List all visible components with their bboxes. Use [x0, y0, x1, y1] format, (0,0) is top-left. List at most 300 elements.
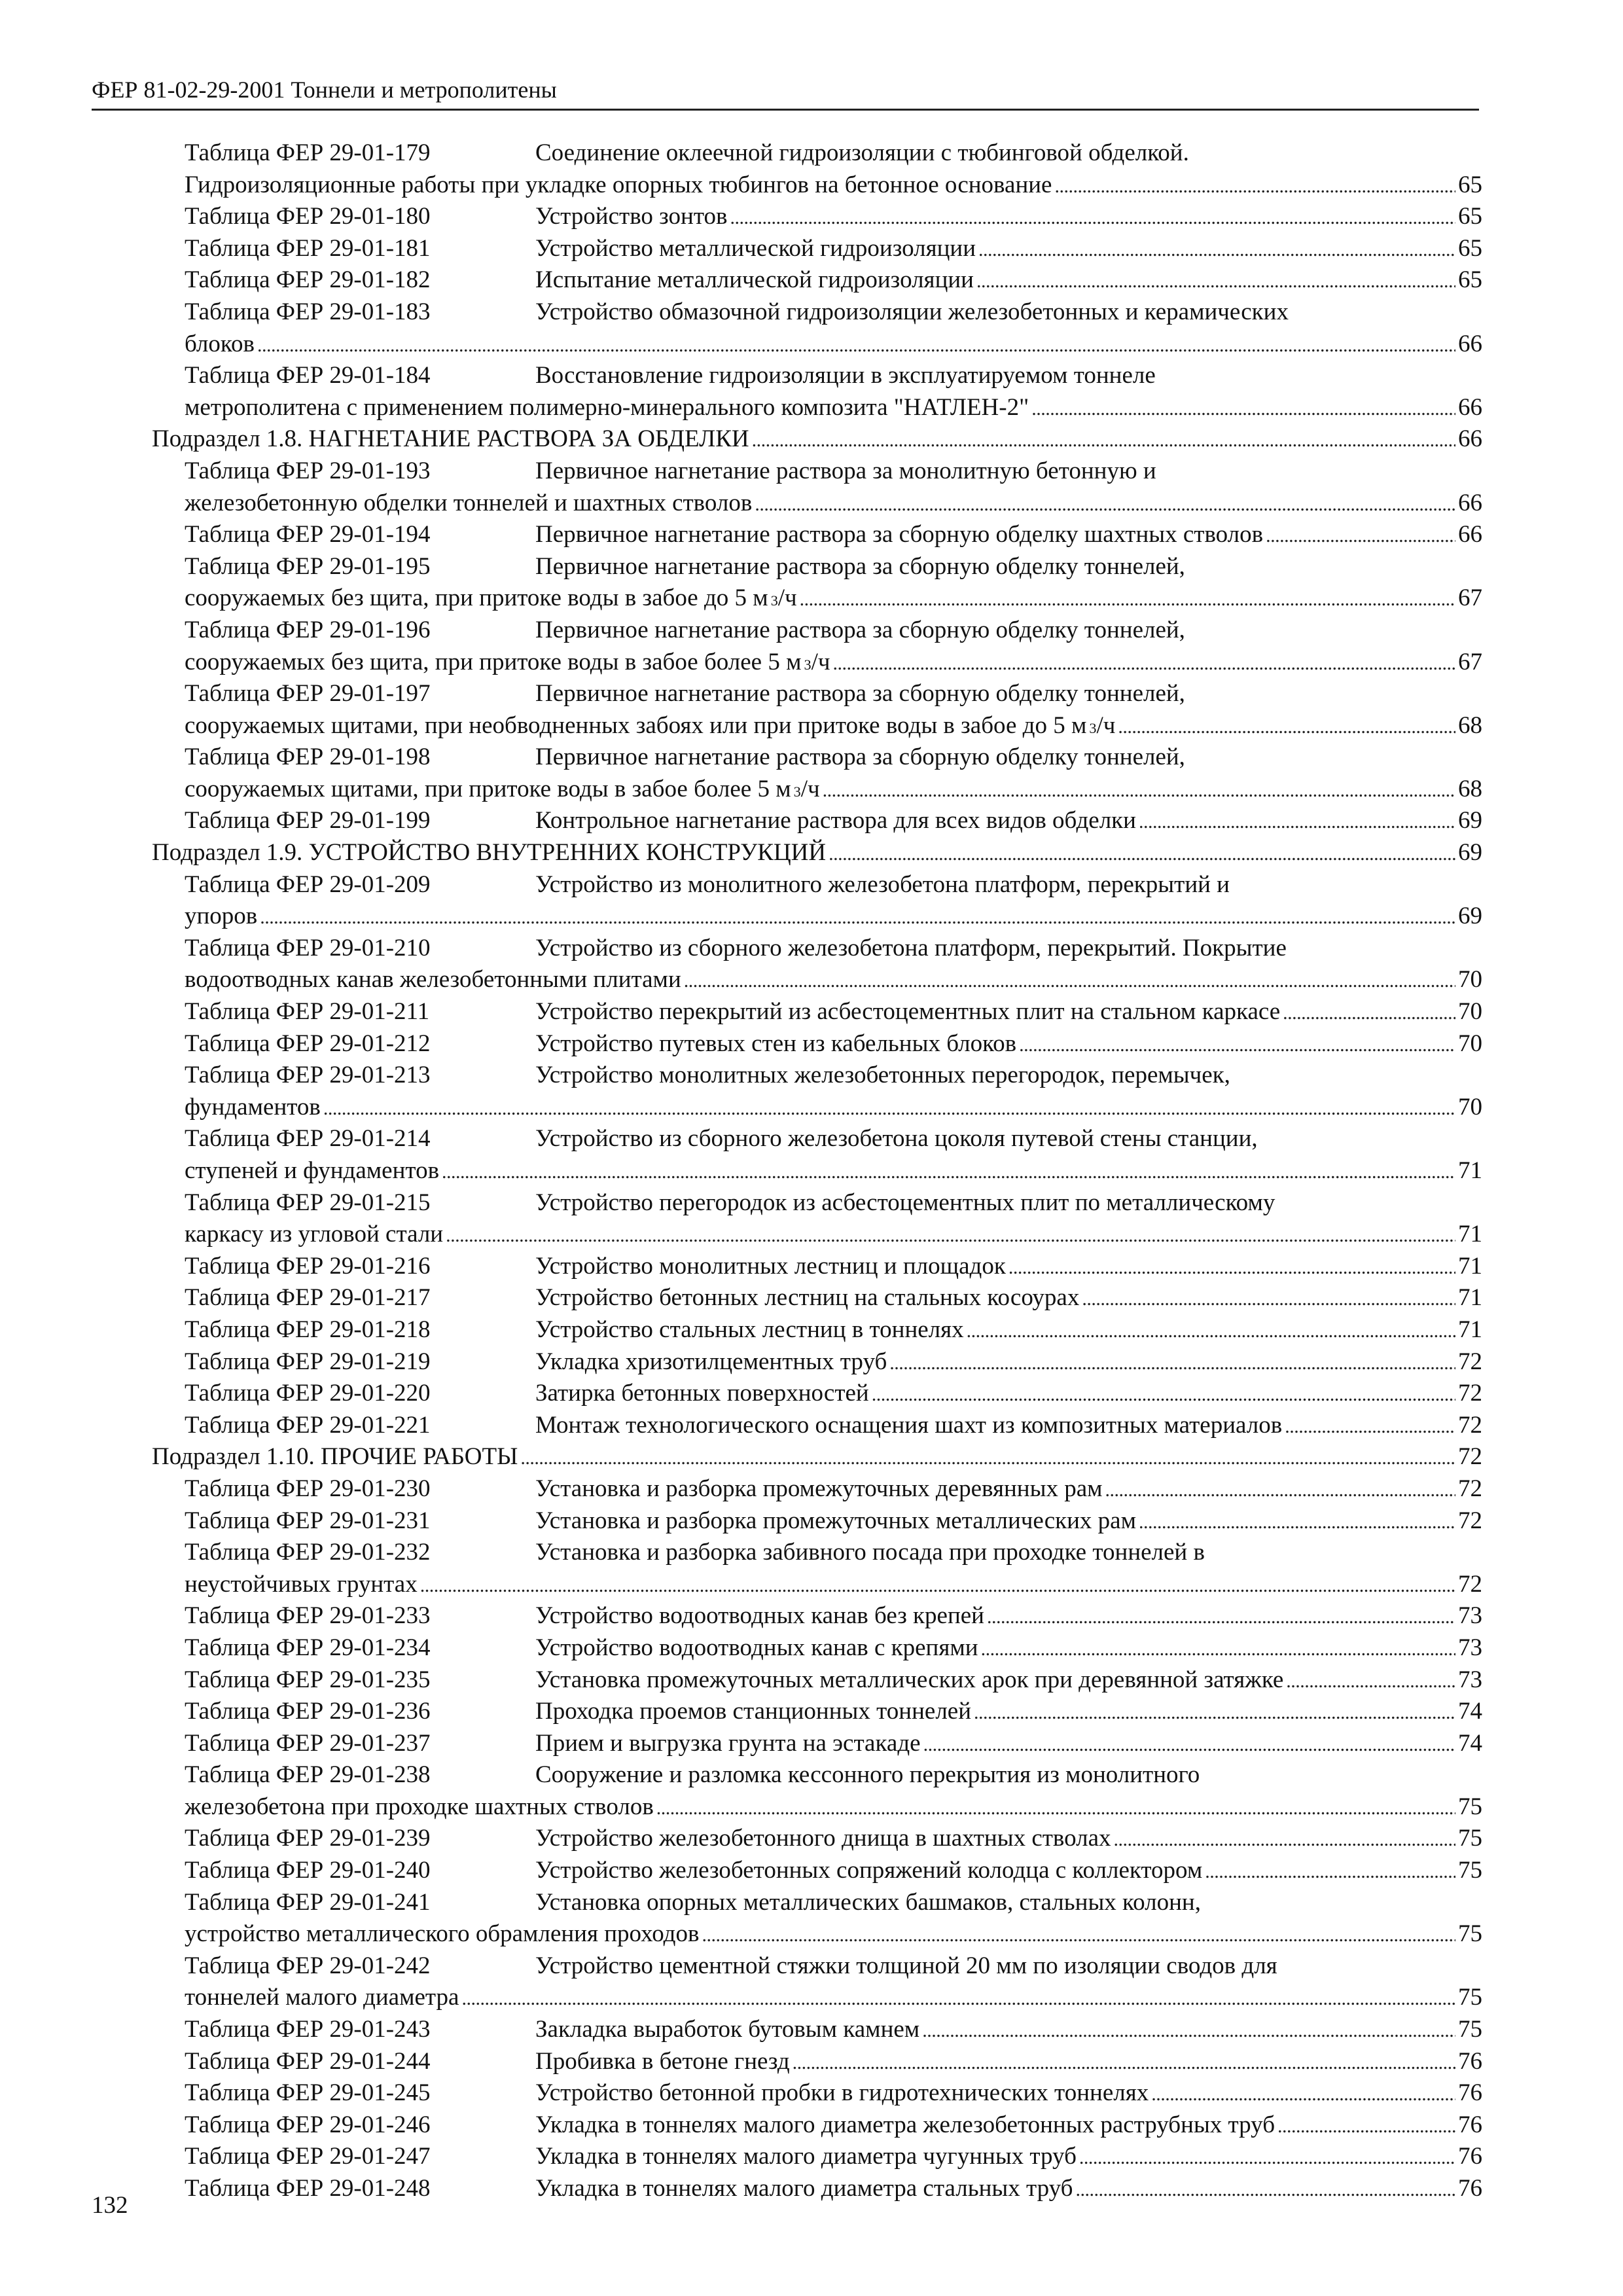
toc-table-row — [0, 360, 1623, 392]
toc-page-number: 67 — [1458, 584, 1482, 612]
toc-leader-line — [152, 1441, 1482, 1475]
toc-table-code: Таблица ФЕР 29-01-221 — [185, 1411, 431, 1439]
toc-leader-line: сооружаемых без щита, при притоке воды в забое более 5 м 3 /ч . . . 67 — [185, 647, 1482, 680]
toc-table-code: Таблица ФЕР 29-01-248 — [185, 2175, 431, 2202]
toc-continuation-row — [0, 1092, 1623, 1124]
toc-page-number: 65 — [1458, 266, 1482, 294]
toc-page-number: 66 — [1458, 521, 1482, 548]
toc-table-row — [0, 296, 1623, 329]
toc-table-row — [0, 551, 1623, 583]
toc-entry-text: устройство металлического обрамления проходов — [185, 1920, 700, 1948]
toc-table-row — [0, 1505, 1623, 1537]
toc-table-code: Таблица ФЕР 29-01-238 — [185, 1761, 431, 1789]
toc-table-row — [0, 1855, 1623, 1887]
toc-table-code: Таблица ФЕР 29-01-196 — [185, 616, 431, 643]
toc-table-row — [0, 1887, 1623, 1919]
toc-continuation-row — [0, 1918, 1623, 1950]
toc-entry-title: Соединение оклеечной гидроизоляции с тюбинговой обделкой. — [535, 139, 1189, 166]
toc-leader-line — [185, 1982, 1482, 2015]
toc-page-number: 75 — [1458, 2016, 1482, 2043]
toc-entry-text: Подраздел 1.8. НАГНЕТАНИЕ РАСТВОРА ЗА ОБДЕЛКИ — [152, 425, 749, 453]
page-number: 132 — [92, 2192, 128, 2219]
toc-dot-leader — [1285, 1410, 1455, 1443]
toc-entry-text: Устройство стальных лестниц в тоннелях — [535, 1316, 964, 1343]
toc-page-number: 73 — [1458, 1634, 1482, 1661]
toc-entry-text: сооружаемых без щита, при притоке воды в забое более 5 м — [185, 648, 802, 675]
toc-dot-leader — [1114, 1823, 1455, 1856]
toc-dot-leader — [323, 1092, 1455, 1125]
toc-continuation-row — [0, 1791, 1623, 1823]
toc-dot-leader — [923, 1728, 1455, 1761]
toc-leader-line — [535, 233, 1482, 266]
toc-leader-line — [185, 488, 1482, 521]
toc-entry-title: Первичное нагнетание раствора за сборную обделку тоннелей, — [535, 552, 1185, 580]
toc-page-number: 70 — [1458, 1030, 1482, 1057]
toc-dot-leader — [976, 264, 1455, 298]
toc-table-code: Таблица ФЕР 29-01-246 — [185, 2111, 431, 2138]
toc-dot-leader — [974, 1696, 1455, 1729]
toc-entry-title: Устройство цементной стяжки толщиной 20 мм по изоляции сводов для — [535, 1952, 1277, 1979]
toc-table-row — [0, 1473, 1623, 1505]
toc-leader-line — [535, 1728, 1482, 1761]
toc-entry-text: сооружаемых щитами, при необводненных забоях или при притоке воды в забое до 5 м — [185, 711, 1087, 739]
toc-page-number: 65 — [1458, 234, 1482, 262]
toc-dot-leader — [833, 647, 1456, 680]
toc-continuation-row — [0, 901, 1623, 933]
toc-page-number: 68 — [1458, 711, 1482, 739]
toc-entry-title: Восстановление гидроизоляции в эксплуатируемом тоннеле — [535, 362, 1156, 389]
toc-page-number: 71 — [1458, 1284, 1482, 1312]
toc-page-number: 76 — [1458, 2047, 1482, 2075]
toc-table-code: Таблица ФЕР 29-01-180 — [185, 203, 431, 230]
toc-entry-title: Первичное нагнетание раствора за сборную обделку тоннелей, — [535, 680, 1185, 708]
toc-continuation-row — [0, 170, 1623, 202]
toc-leader-line — [535, 1028, 1482, 1062]
toc-leader-line — [535, 1600, 1482, 1634]
toc-leader-line — [535, 1314, 1482, 1348]
toc-entry-text: упоров — [185, 903, 258, 930]
toc-leader-line — [185, 1155, 1482, 1189]
toc-entry-title: Первичное нагнетание раствора за сборную обделку тоннелей, — [535, 616, 1185, 643]
toc-table-code: Таблица ФЕР 29-01-219 — [185, 1348, 431, 1375]
toc-table-code: Таблица ФЕР 29-01-210 — [185, 934, 431, 961]
toc-dot-leader — [967, 1314, 1455, 1348]
toc-table-row — [0, 1600, 1623, 1632]
toc-leader-line — [185, 392, 1482, 425]
toc-entry-title: Устройство перегородок из асбестоцементных плит по металлическому — [535, 1189, 1275, 1216]
toc-dot-leader — [420, 1569, 1455, 1602]
toc-table-row — [0, 1759, 1623, 1791]
toc-continuation-row — [0, 710, 1623, 742]
toc-entry-text: Устройство бетонных лестниц на стальных косоурах — [535, 1284, 1080, 1312]
toc-dot-leader — [1075, 2173, 1455, 2206]
toc-table-row — [0, 233, 1623, 265]
toc-entry-text: Устройство бетонной пробки в гидротехнических тоннелях — [535, 2079, 1149, 2107]
toc-entry-title: Первичное нагнетание раствора за монолитную бетонную и — [535, 457, 1156, 484]
toc-entry-text: Укладка в тоннелях малого диаметра железобетонных раструбных труб — [535, 2111, 1275, 2138]
toc-table-row — [0, 1537, 1623, 1569]
toc-table-code: Таблица ФЕР 29-01-239 — [185, 1825, 431, 1852]
toc-table-code: Таблица ФЕР 29-01-218 — [185, 1316, 431, 1343]
toc-dot-leader — [1139, 1505, 1455, 1539]
toc-leader-line: сооружаемых щитами, при притоке воды в забое более 5 м 3 /ч . . . 68 — [185, 774, 1482, 807]
toc-dot-leader — [981, 1632, 1455, 1666]
toc-dot-leader — [922, 2014, 1455, 2047]
toc-leader-line — [535, 519, 1482, 552]
toc-leader-line — [535, 996, 1482, 1030]
toc-dot-leader — [656, 1791, 1455, 1825]
toc-table-row — [0, 2046, 1623, 2078]
toc-leader-line — [185, 1569, 1482, 1602]
toc-table-row — [0, 1728, 1623, 1760]
toc-dot-leader — [1118, 710, 1455, 744]
toc-page-number: 72 — [1458, 1380, 1482, 1407]
toc-dot-leader — [987, 1600, 1455, 1634]
toc-section-row — [0, 1441, 1623, 1473]
toc-table-row — [0, 1251, 1623, 1283]
toc-entry-text: Укладка в тоннелях малого диаметра чугунных труб — [535, 2143, 1077, 2170]
toc-leader-line — [535, 1473, 1482, 1507]
toc-table-code: Таблица ФЕР 29-01-216 — [185, 1252, 431, 1280]
toc-continuation-row — [0, 774, 1623, 806]
toc-page-number: 67 — [1458, 648, 1482, 675]
toc-leader-line — [535, 2046, 1482, 2079]
toc-table-code: Таблица ФЕР 29-01-193 — [185, 457, 431, 484]
toc-table-row — [0, 1696, 1623, 1728]
toc-table-row — [0, 137, 1623, 170]
toc-leader-line — [535, 1378, 1482, 1411]
toc-page-number: 72 — [1458, 1411, 1482, 1439]
toc-entry-text: Укладка в тоннелях малого диаметра стальных труб — [535, 2175, 1073, 2202]
toc-table-code: Таблица ФЕР 29-01-197 — [185, 680, 431, 708]
toc-continuation-row — [0, 488, 1623, 520]
toc-table-row — [0, 1346, 1623, 1378]
toc-leader-line — [535, 1282, 1482, 1316]
toc-entry-text: сооружаемых без щита, при притоке воды в забое до 5 м — [185, 584, 768, 612]
toc-table-code: Таблица ФЕР 29-01-198 — [185, 744, 431, 771]
toc-dot-leader — [755, 488, 1455, 521]
toc-table-code: Таблица ФЕР 29-01-183 — [185, 298, 431, 325]
toc-dot-leader — [752, 423, 1455, 457]
toc-dot-leader — [978, 233, 1455, 266]
toc-entry-text: Устройство зонтов — [535, 203, 728, 230]
toc-dot-leader — [1286, 1664, 1455, 1698]
toc-leader-line — [185, 329, 1482, 362]
toc-entry-text: Устройство монолитных лестниц и площадок — [535, 1252, 1006, 1280]
toc-continuation-row — [0, 583, 1623, 615]
toc-entry-text: Подраздел 1.10. ПРОЧИЕ РАБОТЫ — [152, 1443, 518, 1471]
toc-page-number: 69 — [1458, 807, 1482, 834]
toc-table-code: Таблица ФЕР 29-01-220 — [185, 1380, 431, 1407]
toc-entry-text: метрополитена с применением полимерно-минерального композита "НАТЛЕН-2" — [185, 393, 1029, 421]
toc-entry-text: Устройство водоотводных канав без крепей — [535, 1602, 984, 1630]
toc-entry-text: ступеней и фундаментов — [185, 1157, 440, 1184]
toc-table-code: Таблица ФЕР 29-01-214 — [185, 1125, 431, 1153]
toc-table-row — [0, 201, 1623, 233]
toc-entry-text: Гидроизоляционные работы при укладке опорных тюбингов на бетонное основание — [185, 171, 1052, 198]
toc-table-row — [0, 678, 1623, 710]
toc-page-number: 70 — [1458, 998, 1482, 1026]
toc-table-row — [0, 264, 1623, 296]
toc-leader-line — [535, 1664, 1482, 1698]
toc-table-row — [0, 615, 1623, 647]
toc-page-number: 65 — [1458, 171, 1482, 198]
toc-page-number: 71 — [1458, 1157, 1482, 1184]
toc-page-number: 76 — [1458, 2175, 1482, 2202]
toc-dot-leader — [446, 1219, 1455, 1252]
toc-entry-text: Установка промежуточных металлических арок при деревянной затяжке — [535, 1666, 1284, 1693]
toc-dot-leader — [1151, 2077, 1455, 2111]
toc-table-code: Таблица ФЕР 29-01-242 — [185, 1952, 431, 1979]
toc-entry-title: Устройство монолитных железобетонных перегородок, перемычек, — [535, 1062, 1230, 1089]
toc-table-row — [0, 1823, 1623, 1855]
toc-table-code: Таблица ФЕР 29-01-181 — [185, 234, 431, 262]
toc-table-code: Таблица ФЕР 29-01-236 — [185, 1698, 431, 1725]
toc-table-code: Таблица ФЕР 29-01-237 — [185, 1729, 431, 1757]
toc-dot-leader — [520, 1441, 1455, 1475]
toc-page-number: 68 — [1458, 775, 1482, 802]
toc-page-number: 76 — [1458, 2079, 1482, 2107]
toc-leader-line — [535, 2077, 1482, 2111]
toc-leader-line — [535, 2141, 1482, 2174]
toc-dot-leader — [1283, 996, 1455, 1030]
toc-entry-text: Прием и выгрузка грунта на эстакаде — [535, 1729, 921, 1757]
toc-dot-leader — [1031, 392, 1455, 425]
toc-leader-line: сооружаемых без щита, при притоке воды в забое до 5 м 3 /ч . . . 67 — [185, 583, 1482, 616]
toc-entry-text: Установка и разборка промежуточных деревянных рам — [535, 1475, 1103, 1502]
toc-table-row — [0, 869, 1623, 901]
toc-dot-leader — [730, 201, 1455, 234]
toc-table-code: Таблица ФЕР 29-01-212 — [185, 1030, 431, 1057]
toc-entry-text: каркасу из угловой стали — [185, 1221, 444, 1248]
toc-entry-text: Устройство железобетонных сопряжений колодца с коллектором — [535, 1857, 1203, 1884]
toc-page-number: 75 — [1458, 1793, 1482, 1820]
toc-table-code: Таблица ФЕР 29-01-217 — [185, 1284, 431, 1312]
toc-continuation-row — [0, 1569, 1623, 1601]
toc-entry-text: Затирка бетонных поверхностей — [535, 1380, 869, 1407]
toc-page-number: 74 — [1458, 1698, 1482, 1725]
toc-page-number: 72 — [1458, 1475, 1482, 1502]
toc-continuation-row — [0, 1219, 1623, 1251]
toc-table-code: Таблица ФЕР 29-01-211 — [185, 998, 430, 1026]
toc-table-row — [0, 1664, 1623, 1696]
toc-dot-leader — [260, 901, 1455, 934]
toc-table-row — [0, 1028, 1623, 1060]
toc-table-code: Таблица ФЕР 29-01-182 — [185, 266, 431, 294]
toc-page-number: 70 — [1458, 966, 1482, 994]
toc-table-code: Таблица ФЕР 29-01-195 — [185, 552, 431, 580]
toc-entry-text-suffix: /ч — [800, 775, 820, 802]
toc-table-code: Таблица ФЕР 29-01-245 — [185, 2079, 431, 2107]
toc-table-row — [0, 1123, 1623, 1155]
toc-page-number: 72 — [1458, 1443, 1482, 1471]
toc-entry-text: блоков — [185, 330, 255, 357]
toc-table-code: Таблица ФЕР 29-01-230 — [185, 1475, 431, 1502]
toc-leader-line — [535, 805, 1482, 838]
table-of-contents — [0, 137, 1623, 2205]
toc-leader-line — [535, 2014, 1482, 2047]
toc-table-row — [0, 2014, 1623, 2046]
toc-page-number: 75 — [1458, 1825, 1482, 1852]
toc-leader-line — [185, 170, 1482, 203]
toc-continuation-row — [0, 964, 1623, 996]
toc-entry-title: Первичное нагнетание раствора за сборную обделку тоннелей, — [535, 744, 1185, 771]
toc-table-row — [0, 2173, 1623, 2205]
toc-table-code: Таблица ФЕР 29-01-194 — [185, 521, 431, 548]
toc-entry-text: Первичное нагнетание раствора за сборную обделку шахтных стволов — [535, 521, 1264, 548]
toc-dot-leader — [793, 2046, 1455, 2079]
toc-continuation-row — [0, 1155, 1623, 1187]
toc-table-code: Таблица ФЕР 29-01-213 — [185, 1062, 431, 1089]
toc-dot-leader — [1205, 1855, 1455, 1888]
toc-entry-text: Устройство металлической гидроизоляции — [535, 234, 976, 262]
toc-table-row — [0, 742, 1623, 774]
toc-page-number: 66 — [1458, 489, 1482, 516]
toc-leader-line — [535, 2173, 1482, 2206]
toc-table-row — [0, 2109, 1623, 2142]
toc-leader-line — [535, 201, 1482, 234]
toc-table-code: Таблица ФЕР 29-01-233 — [185, 1602, 431, 1630]
toc-leader-line — [535, 1823, 1482, 1856]
toc-dot-leader — [889, 1346, 1455, 1380]
toc-entry-text: тоннелей малого диаметра — [185, 1984, 459, 2011]
toc-dot-leader — [1079, 2141, 1455, 2174]
toc-leader-line — [152, 837, 1482, 870]
toc-entry-text: Укладка хризотилцементных труб — [535, 1348, 887, 1375]
toc-dot-leader — [1082, 1282, 1455, 1316]
toc-page-number: 66 — [1458, 393, 1482, 421]
toc-entry-text: Закладка выработок бутовым камнем — [535, 2016, 920, 2043]
toc-page-number: 72 — [1458, 1570, 1482, 1598]
toc-entry-text: железобетона при проходке шахтных стволов — [185, 1793, 654, 1820]
toc-leader-line — [185, 964, 1482, 997]
toc-table-row — [0, 519, 1623, 551]
toc-entry-text-suffix: /ч — [811, 648, 830, 675]
toc-dot-leader — [1277, 2109, 1455, 2143]
toc-entry-text: фундаментов — [185, 1093, 321, 1121]
toc-leader-line — [152, 423, 1482, 457]
toc-leader-line — [185, 1918, 1482, 1952]
toc-page-number: 73 — [1458, 1666, 1482, 1693]
toc-table-row — [0, 2141, 1623, 2173]
toc-continuation-row — [0, 329, 1623, 361]
toc-continuation-row — [0, 392, 1623, 424]
toc-dot-leader — [872, 1378, 1455, 1411]
toc-dot-leader — [442, 1155, 1455, 1189]
toc-entry-text: Устройство путевых стен из кабельных блоков — [535, 1030, 1017, 1057]
toc-page-number: 71 — [1458, 1221, 1482, 1248]
toc-dot-leader — [1019, 1028, 1455, 1062]
toc-page-number: 76 — [1458, 2143, 1482, 2170]
toc-table-code: Таблица ФЕР 29-01-240 — [185, 1857, 431, 1884]
toc-dot-leader — [1008, 1251, 1455, 1284]
toc-section-row — [0, 423, 1623, 456]
toc-entry-title: Устройство из сборного железобетона цоколя путевой стены станции, — [535, 1125, 1258, 1153]
toc-leader-line — [535, 1696, 1482, 1729]
toc-table-row — [0, 1187, 1623, 1219]
toc-table-row — [0, 1060, 1623, 1092]
toc-entry-text: Устройство перекрытий из асбестоцементных плит на стальном каркасе — [535, 998, 1281, 1026]
toc-entry-text: сооружаемых щитами, при притоке воды в забое более 5 м — [185, 775, 791, 802]
running-header: ФЕР 81-02-29-2001 Тоннели и метрополитены — [92, 73, 1479, 111]
toc-page-number: 65 — [1458, 203, 1482, 230]
toc-table-row — [0, 933, 1623, 965]
toc-table-code: Таблица ФЕР 29-01-232 — [185, 1539, 431, 1566]
toc-dot-leader — [702, 1918, 1455, 1952]
toc-leader-line — [185, 1791, 1482, 1825]
toc-entry-title: Сооружение и разломка кессонного перекрытия из монолитного — [535, 1761, 1200, 1789]
toc-leader-line — [535, 1346, 1482, 1380]
toc-table-row — [0, 1410, 1623, 1442]
toc-table-code: Таблица ФЕР 29-01-184 — [185, 362, 431, 389]
toc-dot-leader — [800, 583, 1455, 616]
toc-leader-line — [535, 264, 1482, 298]
toc-entry-text: Монтаж технологического оснащения шахт из композитных материалов — [535, 1411, 1283, 1439]
toc-dot-leader — [1054, 170, 1455, 203]
toc-continuation-row — [0, 1982, 1623, 2014]
toc-leader-line — [535, 1251, 1482, 1284]
toc-table-code: Таблица ФЕР 29-01-241 — [185, 1888, 431, 1916]
toc-section-row — [0, 837, 1623, 869]
toc-table-row — [0, 456, 1623, 488]
toc-entry-text-suffix: /ч — [777, 584, 797, 612]
toc-leader-line — [535, 1632, 1482, 1666]
toc-table-code: Таблица ФЕР 29-01-235 — [185, 1666, 431, 1693]
toc-page-number: 69 — [1458, 839, 1482, 867]
toc-table-row — [0, 2077, 1623, 2109]
toc-entry-title: Установка опорных металлических башмаков, стальных колонн, — [535, 1888, 1201, 1916]
toc-entry-text: Проходка проемов станционных тоннелей — [535, 1698, 972, 1725]
toc-page-number: 66 — [1458, 425, 1482, 453]
toc-entry-title: Устройство обмазочной гидроизоляции железобетонных и керамических — [535, 298, 1289, 325]
toc-table-code: Таблица ФЕР 29-01-209 — [185, 870, 431, 898]
toc-dot-leader — [823, 774, 1455, 807]
toc-table-row — [0, 1282, 1623, 1314]
toc-entry-text-suffix: /ч — [1096, 711, 1116, 739]
toc-leader-line — [185, 901, 1482, 934]
toc-dot-leader — [1139, 805, 1455, 838]
toc-page-number: 75 — [1458, 1857, 1482, 1884]
toc-entry-text: Устройство водоотводных канав с крепями — [535, 1634, 978, 1661]
toc-table-code: Таблица ФЕР 29-01-215 — [185, 1189, 431, 1216]
toc-page-number: 72 — [1458, 1348, 1482, 1375]
toc-table-code: Таблица ФЕР 29-01-199 — [185, 807, 431, 834]
toc-dot-leader — [461, 1982, 1455, 2015]
toc-table-code: Таблица ФЕР 29-01-243 — [185, 2016, 431, 2043]
toc-leader-line — [535, 1505, 1482, 1539]
toc-leader-line — [535, 2109, 1482, 2143]
toc-table-row — [0, 805, 1623, 837]
toc-table-row — [0, 996, 1623, 1028]
toc-entry-text: Подраздел 1.9. УСТРОЙСТВО ВНУТРЕННИХ КОНСТРУКЦИЙ — [152, 839, 827, 867]
toc-page-number: 70 — [1458, 1093, 1482, 1121]
toc-leader-line — [535, 1855, 1482, 1888]
toc-leader-line: сооружаемых щитами, при необводненных забоях или при притоке воды в забое до 5 м 3 /ч . . . 68 — [185, 710, 1482, 744]
toc-table-row — [0, 1314, 1623, 1346]
toc-entry-text: водоотводных канав железобетонными плитами — [185, 966, 681, 994]
toc-table-code: Таблица ФЕР 29-01-179 — [185, 139, 431, 166]
toc-table-code: Таблица ФЕР 29-01-244 — [185, 2047, 431, 2075]
toc-entry-text: железобетонную обделки тоннелей и шахтных стволов — [185, 489, 753, 516]
toc-entry-text: Испытание металлической гидроизоляции — [535, 266, 974, 294]
toc-table-code: Таблица ФЕР 29-01-247 — [185, 2143, 431, 2170]
toc-table-code: Таблица ФЕР 29-01-234 — [185, 1634, 431, 1661]
toc-dot-leader — [1105, 1473, 1455, 1507]
toc-entry-text: Контрольное нагнетание раствора для всех видов обделки — [535, 807, 1136, 834]
toc-leader-line — [185, 1219, 1482, 1252]
toc-entry-title: Устройство из монолитного железобетона платформ, перекрытий и — [535, 870, 1230, 898]
toc-continuation-row — [0, 647, 1623, 679]
